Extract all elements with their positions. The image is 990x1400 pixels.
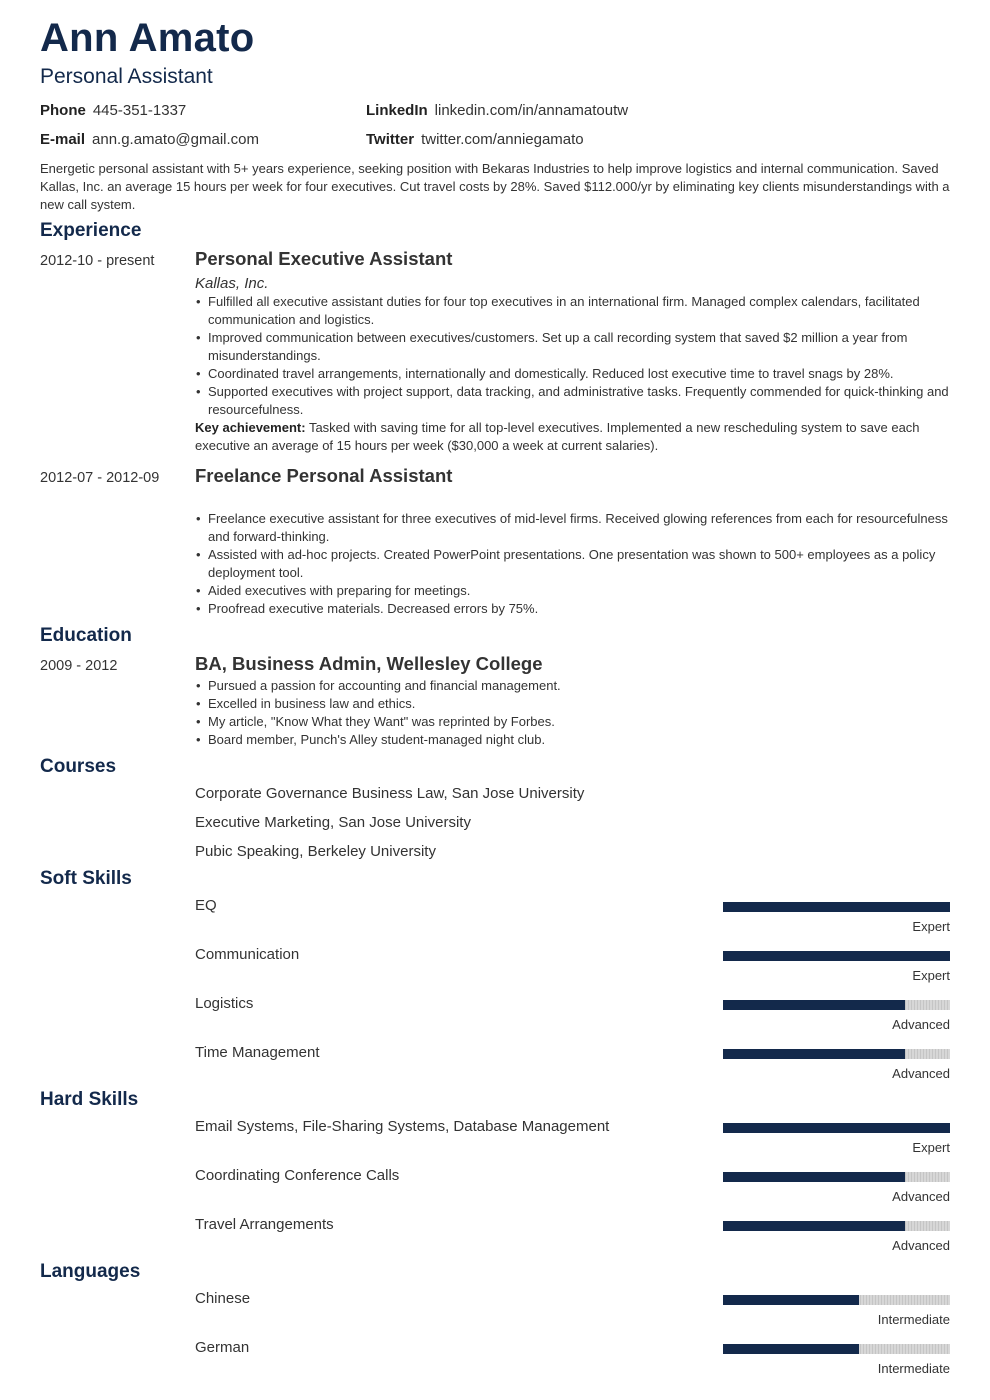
- job-1-achievement: [195, 419, 955, 455]
- course-item: Pubic Speaking, Berkeley University: [195, 843, 436, 860]
- languages-heading: Languages: [40, 1261, 141, 1282]
- skill-level-label: Expert: [912, 919, 950, 934]
- skill-level-fill: [723, 1123, 950, 1133]
- skill-level-fill: [723, 1221, 905, 1231]
- skill-name: Email Systems, File-Sharing Systems, Database Management: [195, 1118, 610, 1135]
- job-2-bullets: [195, 510, 955, 618]
- soft-skills-heading: Soft Skills: [40, 868, 132, 889]
- job-1-title: Personal Executive Assistant: [195, 248, 453, 269]
- job-1-company: Kallas, Inc.: [195, 275, 269, 292]
- skill-level-label: Expert: [912, 1140, 950, 1155]
- skill-level-label: Advanced: [892, 1238, 950, 1253]
- language-level-fill: [723, 1344, 859, 1354]
- candidate-name: Ann Amato: [40, 16, 255, 60]
- candidate-title: Personal Assistant: [40, 65, 213, 88]
- achievement-label: Key achievement:: [195, 420, 306, 435]
- experience-heading: Experience: [40, 220, 142, 241]
- skill-level-bar: [723, 1049, 950, 1059]
- linkedin-link[interactable]: linkedin.com/in/annamatoutw: [434, 102, 629, 119]
- list-item: • Supported executives with project support, data tracking, and administrative tasks. Frequently commended for quick-thinking and resourcefulness.: [195, 383, 955, 419]
- skill-level-fill: [723, 1172, 905, 1182]
- phone-value: 445-351-1337: [92, 102, 187, 119]
- education-title: BA, Business Admin, Wellesley College: [195, 653, 543, 674]
- skill-level-bar: [723, 951, 950, 961]
- list-item: • Assisted with ad-hoc projects. Created PowerPoint presentations. One presentation was shown to 500+ employees as a policy deployment tool.: [195, 546, 955, 582]
- skill-level-fill: [723, 951, 950, 961]
- language-level-bar: [723, 1295, 950, 1305]
- skill-level-bar: [723, 1221, 950, 1231]
- contact-twitter: [366, 131, 584, 149]
- language-level-bar: [723, 1344, 950, 1354]
- skill-level-label: Advanced: [892, 1066, 950, 1081]
- list-item: • Excelled in business law and ethics.: [195, 695, 955, 713]
- list-item: • Pursued a passion for accounting and financial management.: [195, 677, 955, 695]
- skill-level-label: Advanced: [892, 1189, 950, 1204]
- skill-name: Logistics: [195, 995, 254, 1012]
- course-item: Corporate Governance Business Law, San Jose University: [195, 785, 585, 802]
- list-item: • Coordinated travel arrangements, internationally and domestically. Reduced lost executive time to travel snags by 28%.: [195, 365, 955, 383]
- contact-phone: [40, 102, 186, 120]
- summary-paragraph: Energetic personal assistant with 5+ years experience, seeking position with Bekaras Industries to help improve logistics and internal communication. Saved Kallas, Inc. an average 15 hours per week for four executives. Cut travel costs by 28%. Saved $112.000/yr by eliminating key clients misunderstandings with a new call system.: [40, 161, 950, 212]
- education-heading: Education: [40, 625, 132, 646]
- email-label: E-mail: [40, 131, 86, 148]
- list-item: • Proofread executive materials. Decreased errors by 75%.: [195, 600, 955, 618]
- skill-name: Communication: [195, 946, 300, 963]
- skill-level-label: Advanced: [892, 1017, 950, 1032]
- list-item: • My article, "Know What they Want" was reprinted by Forbes.: [195, 713, 955, 731]
- contact-email: [40, 131, 259, 149]
- list-item: • Freelance executive assistant for three executives of mid-level firms. Received glowing references from each for resourcefulness and forward-thinking.: [195, 510, 955, 546]
- job-2-dates: 2012-07 - 2012-09: [40, 470, 160, 486]
- job-1-bullets: [195, 293, 955, 419]
- course-item: Executive Marketing, San Jose University: [195, 814, 471, 831]
- skill-level-fill: [723, 902, 950, 912]
- language-name: German: [195, 1339, 250, 1356]
- achievement-text: Tasked with saving time for all top-level executives. Implemented a new rescheduling system to save each executive an average of 15 hours per week ($30,000 a week at current salaries).: [195, 420, 920, 453]
- list-item: • Aided executives with preparing for meetings.: [195, 582, 955, 600]
- skill-level-bar: [723, 1172, 950, 1182]
- twitter-link[interactable]: twitter.com/anniegamato: [421, 131, 584, 148]
- skill-level-label: Expert: [912, 968, 950, 983]
- skill-name: Coordinating Conference Calls: [195, 1167, 400, 1184]
- email-link[interactable]: ann.g.amato@gmail.com: [92, 131, 259, 148]
- linkedin-label: LinkedIn: [366, 102, 428, 119]
- skill-name: Time Management: [195, 1044, 320, 1061]
- skill-level-bar: [723, 1123, 950, 1133]
- job-2-title: Freelance Personal Assistant: [195, 465, 453, 486]
- list-item: • Fulfilled all executive assistant duties for four top executives in an international firm. Managed complex calendars, facilitated communication and logistics.: [195, 293, 955, 329]
- phone-label: Phone: [40, 102, 86, 119]
- courses-heading: Courses: [40, 756, 117, 777]
- list-item: • Board member, Punch's Alley student-managed night club.: [195, 731, 955, 749]
- skill-name: Travel Arrangements: [195, 1216, 334, 1233]
- education-dates: 2009 - 2012: [40, 658, 118, 674]
- language-name: Chinese: [195, 1290, 251, 1307]
- skill-name: EQ: [195, 897, 217, 914]
- language-level-label: Intermediate: [877, 1361, 950, 1376]
- contact-linkedin: [366, 102, 628, 120]
- hard-skills-heading: Hard Skills: [40, 1089, 139, 1110]
- language-level-label: Intermediate: [877, 1312, 950, 1327]
- skill-level-fill: [723, 1000, 905, 1010]
- education-bullets: [195, 677, 955, 749]
- twitter-label: Twitter: [366, 131, 415, 148]
- skill-level-bar: [723, 1000, 950, 1010]
- language-level-fill: [723, 1295, 859, 1305]
- skill-level-bar: [723, 902, 950, 912]
- skill-level-fill: [723, 1049, 905, 1059]
- list-item: • Improved communication between executives/customers. Set up a call recording system that saved $2 million a year from misunderstandings.: [195, 329, 955, 365]
- job-1-dates: 2012-10 - present: [40, 253, 155, 269]
